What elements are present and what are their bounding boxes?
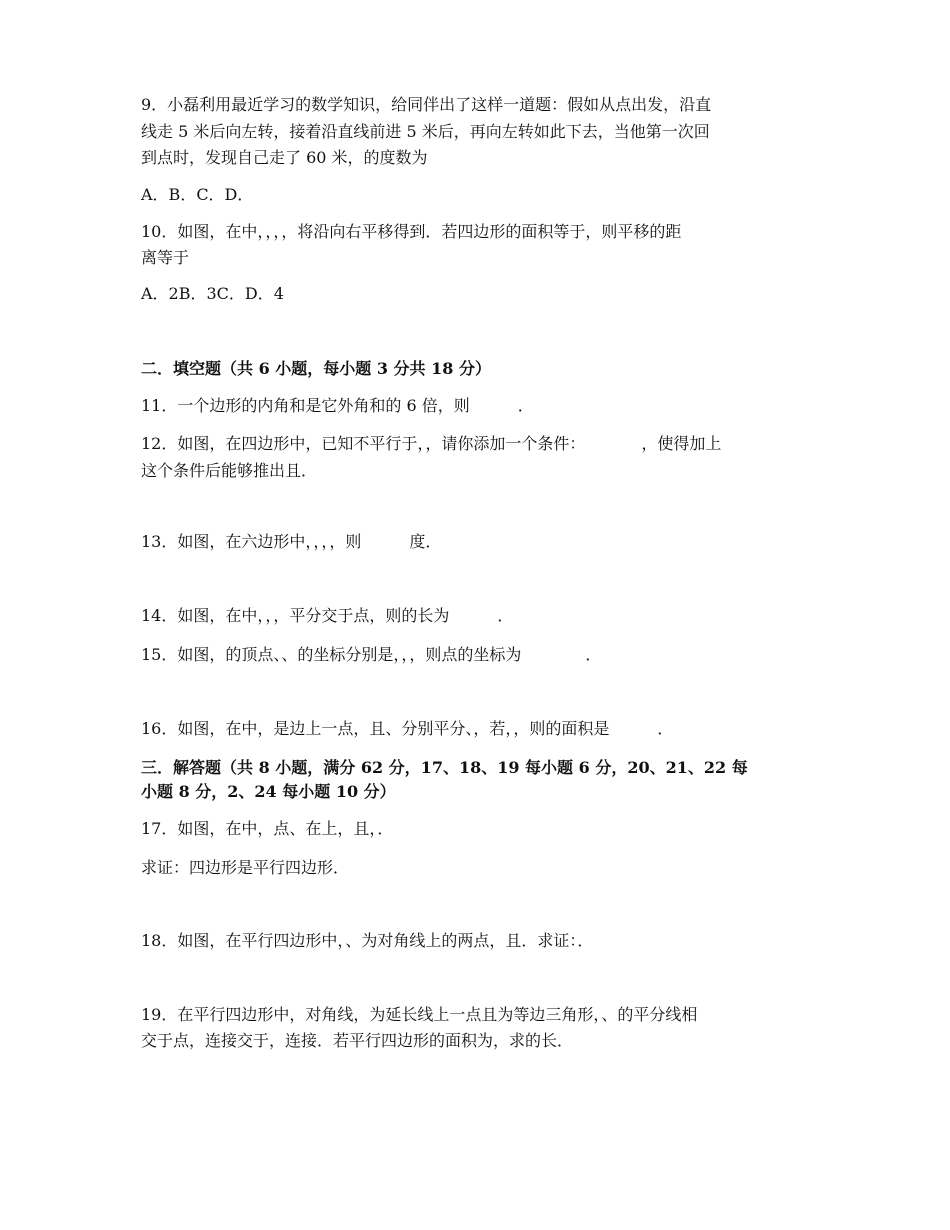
section-3-heading-line-2: 小题 8 分，2、24 每小题 10 分） <box>141 782 396 801</box>
question-10-line-2: 离等于 <box>141 248 190 267</box>
question-17-line-1: 17．如图，在中，点、在上，且，． <box>141 819 394 838</box>
question-17-line-2: 求证：四边形是平行四边形． <box>141 858 350 877</box>
section-2-heading: 二．填空题（共 6 小题，每小题 3 分共 18 分） <box>141 359 491 378</box>
question-10-line-1: 10．如图，在中，，，，将沿向右平移得到．若四边形的面积等于，则平移的距 <box>141 222 682 241</box>
question-9-options: A．B．C．D． <box>141 185 254 204</box>
question-16: 16．如图，在中，是边上一点，且、分别平分、，若，，则的面积是 ． <box>141 719 674 738</box>
question-12-line-2: 这个条件后能够推出且． <box>141 461 318 480</box>
question-9-line-3: 到点时，发现自己走了 60 米，的度数为 <box>141 148 428 167</box>
question-9-line-2: 线走 5 米后向左转，接着沿直线前进 5 米后，再向左转如此下去，当他第一次回 <box>141 122 710 141</box>
question-14: 14．如图，在中，，，平分交于点，则的长为 ． <box>141 606 514 625</box>
question-11: 11．一个边形的内角和是它外角和的 6 倍，则 ． <box>141 396 534 415</box>
question-18: 18．如图，在平行四边形中，、为对角线上的两点，且．求证：． <box>141 931 594 950</box>
question-13: 13．如图，在六边形中，，，，则 度． <box>141 532 442 551</box>
question-19-line-2: 交于点，连接交于，连接．若平行四边形的面积为，求的长． <box>141 1031 574 1050</box>
section-3-heading-line-1: 三．解答题（共 8 小题，满分 62 分，17、18、19 每小题 6 分，20、21、22 每 <box>141 758 748 777</box>
question-10-options: A．2B．3C．D．4 <box>141 284 284 303</box>
question-9-line-1: 9．小磊利用最近学习的数学知识，给同伴出了这样一道题：假如从点出发，沿直 <box>141 95 712 114</box>
question-19-line-1: 19．在平行四边形中，对角线，为延长线上一点且为等边三角形，、的平分线相 <box>141 1005 698 1024</box>
question-12-line-1: 12．如图，在四边形中，已知不平行于，，请你添加一个条件： ，使得加上 <box>141 434 722 453</box>
question-15: 15．如图，的顶点、、的坐标分别是，，，则点的坐标为 ． <box>141 645 602 664</box>
